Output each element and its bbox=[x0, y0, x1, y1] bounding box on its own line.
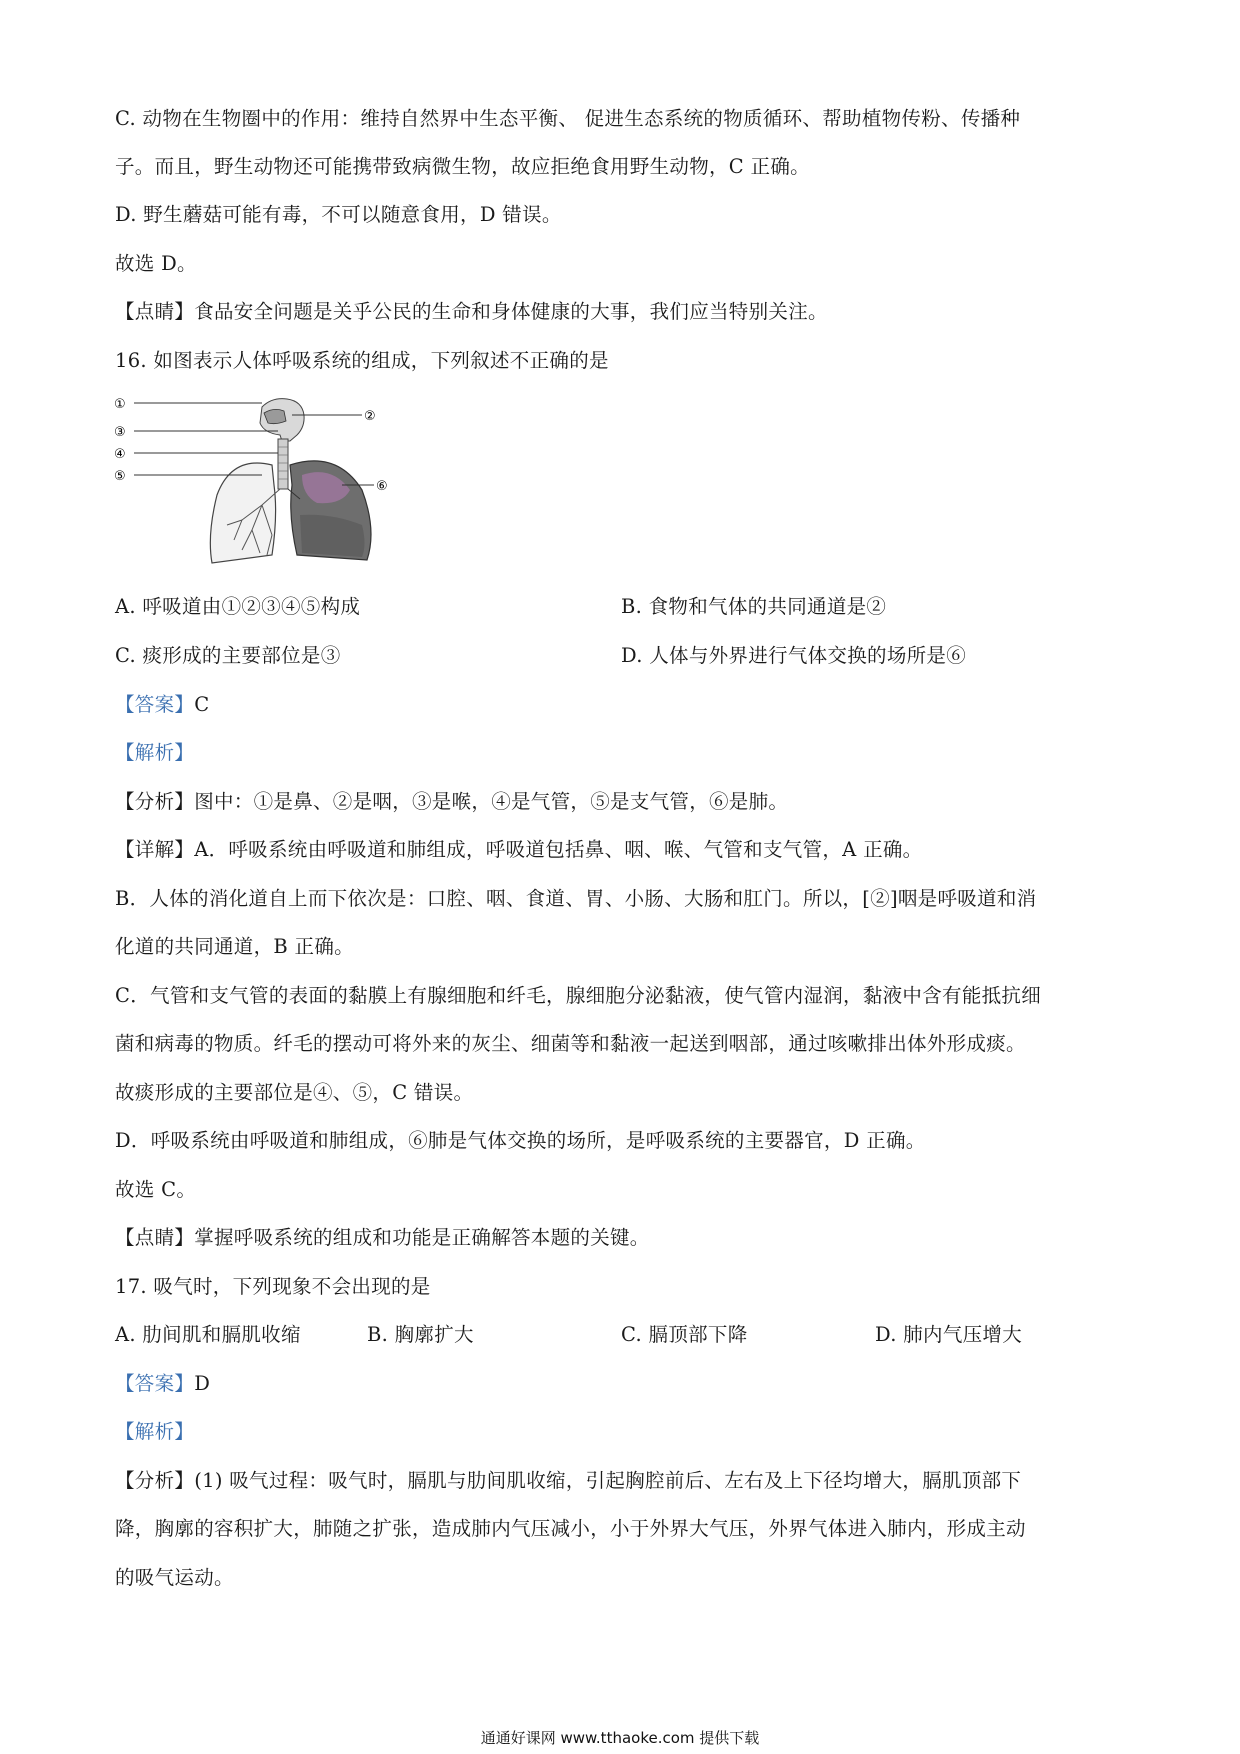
text-line: 子。而且，野生动物还可能携带致病微生物，故应拒绝食用野生动物，C 正确。 bbox=[115, 155, 810, 178]
q17-option-b: B. 胸廓扩大 bbox=[367, 1323, 474, 1346]
label-6: ⑥ bbox=[376, 479, 388, 494]
dianjing-text: 【点睛】食品安全问题是关乎公民的生命和身体健康的大事，我们应当特别关注。 bbox=[115, 300, 828, 323]
label-5: ⑤ bbox=[114, 469, 126, 484]
label-3: ③ bbox=[114, 425, 126, 440]
q16-xiangjie-a: 【详解】A．呼吸系统由呼吸道和肺组成，呼吸道包括鼻、咽、喉、气管和支气管，A 正确。 bbox=[115, 838, 923, 861]
q17-option-d: D. 肺内气压增大 bbox=[875, 1323, 1023, 1346]
answer-value: C bbox=[194, 693, 210, 716]
q16-c-line-2: 菌和病毒的物质。纤毛的摆动可将外来的灰尘、细菌等和黏液一起送到咽部，通过咳嗽排出体外形成痰。 bbox=[115, 1032, 1026, 1055]
trachea bbox=[278, 439, 288, 489]
q16-choose: 故选 C。 bbox=[115, 1178, 197, 1201]
text-line: D. 野生蘑菇可能有毒，不可以随意食用，D 错误。 bbox=[115, 203, 562, 226]
answer-tag: 【答案】 bbox=[115, 1372, 195, 1395]
q16-option-a: A. 呼吸道由①②③④⑤构成 bbox=[115, 595, 361, 618]
q17-fenxi-2: 降，胸廓的容积扩大，肺随之扩张，造成肺内气压减小，小于外界大气压，外界气体进入肺内，形成主动 bbox=[115, 1517, 1026, 1540]
text-line: C. 动物在生物圈中的作用：维持自然界中生态平衡、 促进生态系统的物质循环、帮助植物传粉、传播种 bbox=[115, 107, 1021, 130]
text-line: 故选 D。 bbox=[115, 252, 197, 275]
q16-option-d: D. 人体与外界进行气体交换的场所是⑥ bbox=[621, 644, 967, 667]
label-4: ④ bbox=[114, 447, 126, 462]
q17-fenxi-3: 的吸气运动。 bbox=[115, 1566, 234, 1589]
q16-c-line-1: C．气管和支气管的表面的黏膜上有腺细胞和纤毛，腺细胞分泌黏液，使气管内湿润，黏液中含有能抵抗细 bbox=[115, 984, 1042, 1007]
q16-c-line-3: 故痰形成的主要部位是④、⑤，C 错误。 bbox=[115, 1081, 474, 1104]
q16-b-line-1: B．人体的消化道自上而下依次是：口腔、咽、食道、胃、小肠、大肠和肛门。所以，[②]咽是呼吸道和消 bbox=[115, 887, 1037, 910]
q17-analysis-tag: 【解析】 bbox=[115, 1420, 195, 1443]
label-2: ② bbox=[364, 409, 376, 424]
q17-option-c: C. 膈顶部下降 bbox=[621, 1323, 748, 1346]
q16-fenxi: 【分析】图中：①是鼻、②是咽，③是喉，④是气管，⑤是支气管，⑥是肺。 bbox=[115, 790, 789, 813]
q16-analysis-tag: 【解析】 bbox=[115, 741, 195, 764]
question-16-stem: 16. 如图表示人体呼吸系统的组成，下列叙述不正确的是 bbox=[115, 349, 609, 372]
q16-dianjing: 【点睛】掌握呼吸系统的组成和功能是正确解答本题的关键。 bbox=[115, 1226, 650, 1249]
q16-b-line-2: 化道的共同通道，B 正确。 bbox=[115, 935, 354, 958]
nasal-cavity bbox=[264, 409, 286, 423]
q16-d-line-1: D．呼吸系统由呼吸道和肺组成，⑥肺是气体交换的场所，是呼吸系统的主要器官，D 正确。 bbox=[115, 1129, 926, 1152]
answer-value: D bbox=[194, 1372, 211, 1395]
respiratory-system-figure bbox=[112, 395, 437, 570]
q17-fenxi-1: 【分析】(1) 吸气过程：吸气时，膈肌与肋间肌收缩，引起胸腔前后、左右及上下径均增大，膈肌顶部下 bbox=[115, 1469, 1022, 1492]
question-17-stem: 17. 吸气时，下列现象不会出现的是 bbox=[115, 1275, 431, 1298]
page-footer: 通通好课网 www.tthaoke.com 提供下载 bbox=[480, 1729, 760, 1747]
q16-option-b: B. 食物和气体的共同通道是② bbox=[621, 595, 887, 618]
respiratory-diagram bbox=[112, 395, 437, 570]
q17-option-a: A. 肋间肌和膈肌收缩 bbox=[115, 1323, 301, 1346]
q16-option-c: C. 痰形成的主要部位是③ bbox=[115, 644, 341, 667]
label-1: ① bbox=[114, 397, 126, 412]
q16-answer bbox=[115, 690, 209, 720]
q17-answer bbox=[115, 1369, 210, 1399]
answer-tag: 【答案】 bbox=[115, 693, 195, 716]
